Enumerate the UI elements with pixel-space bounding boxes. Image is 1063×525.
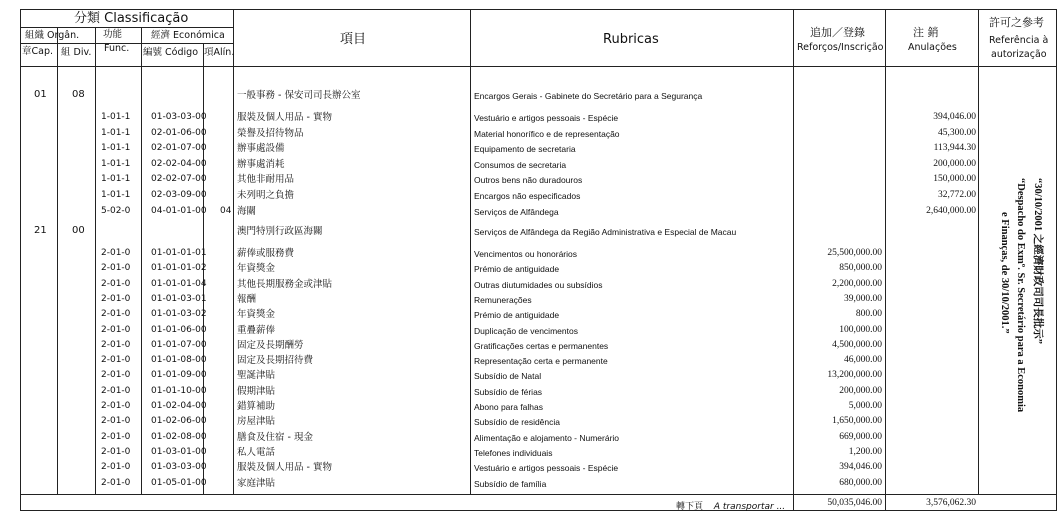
classification-cn: 分類 [74, 11, 101, 26]
reforco-cell: 800.00 [855, 309, 882, 320]
section-rubrica: Serviços de Alfândega da Região Administrativa e Especial de Macau [474, 227, 737, 237]
authorization-line-2: “Despacho do Exmº. Sr. Secretário para a Economia [1015, 178, 1026, 413]
anulacao-cell: 113,944.30 [933, 143, 976, 154]
reforco-cell: 1,200.00 [848, 446, 882, 457]
func-cell: 2-01-0 [101, 431, 131, 442]
transport-label [676, 499, 785, 512]
rubrica-cell: Abono para falhas [474, 402, 543, 412]
reforco-cell: 25,500,000.00 [827, 248, 882, 258]
authorization-line-1: “30/10/2001 之經濟財政司司長批示” [1032, 178, 1043, 344]
func-cell: 2-01-0 [101, 477, 131, 488]
item-cn-cell: 膳食及住宿 - 現金 [237, 431, 313, 443]
total-anulacoes: 3,576,062.30 [926, 498, 976, 508]
func-cell: 2-01-0 [101, 416, 131, 427]
code-cell: 01-02-08-00 [151, 431, 207, 442]
rubrica-cell: Alimentação e alojamento - Numerário [474, 432, 620, 443]
reforco-cell: 46,000.00 [844, 355, 882, 366]
section-div: 00 [72, 225, 85, 236]
reforco-cell: 4,500,000.00 [832, 339, 882, 350]
rubrica-cell: Subsídio de residência [474, 417, 561, 428]
func-cell: 1-01-1 [101, 158, 131, 169]
section-cap: 21 [34, 225, 47, 236]
rubrica-cell: Prémio de antiguidade [474, 310, 560, 321]
code-cell: 04-01-01-00 [151, 205, 207, 216]
rubrica-cell: Duplicação de vencimentos [474, 325, 578, 336]
cap-pt: Cap. [31, 46, 54, 57]
cap-header [22, 47, 53, 57]
section-item-cn: 澳門特別行政區海關 [237, 226, 323, 237]
section-rubrica: Encargos Gerais - Gabinete do Secretário para a Segurança [474, 91, 703, 101]
item-cn-cell: 榮譽及招待物品 [237, 127, 304, 139]
item-cn-cell: 家庭津貼 [237, 477, 276, 489]
code-cell: 01-03-01-00 [151, 446, 207, 457]
func-cell: 2-01-0 [101, 355, 131, 366]
code-cell: 01-01-06-00 [151, 324, 207, 335]
reforco-cell: 680,000.00 [839, 477, 882, 488]
code-cell: 01-05-01-00 [151, 477, 207, 488]
item-cn-cell: 固定及長期酬勞 [237, 339, 304, 351]
code-cell: 01-01-10-00 [151, 385, 207, 396]
item-cn-cell: 房屋津貼 [237, 416, 276, 428]
classification-header [74, 12, 188, 25]
item-cn-cell: 未列明之負擔 [237, 190, 295, 201]
alin-header [204, 48, 234, 58]
func-cell: 2-01-0 [101, 248, 131, 258]
func-cell: 1-01-1 [101, 174, 131, 185]
cap-cn: 章 [22, 46, 32, 57]
func-cell: 2-01-0 [101, 278, 131, 289]
reforcos-pt: Reforços/Inscrição [797, 42, 884, 53]
func-cell: 2-01-0 [101, 263, 131, 274]
codigo-cn: 編號 [143, 47, 163, 58]
div-pt: Div. [73, 47, 92, 58]
code-cell: 01-01-03-02 [151, 309, 207, 320]
code-cell: 01-02-04-00 [151, 401, 207, 411]
anulacoes-pt: Anulações [908, 42, 957, 53]
reforco-cell: 394,046.00 [839, 462, 882, 473]
func-cell: 1-01-1 [101, 190, 131, 200]
func-cell: 2-01-0 [101, 446, 131, 457]
code-cell: 02-01-07-00 [151, 143, 207, 154]
code-cell: 01-03-03-00 [151, 112, 207, 122]
transport-cn: 轉下頁 [676, 502, 704, 512]
code-cell: 01-01-03-01 [151, 293, 207, 304]
codigo-pt: Código [165, 47, 199, 58]
item-cn-cell: 海關 [237, 205, 257, 217]
item-cn-cell: 年資獎金 [237, 263, 276, 275]
reforco-cell: 669,000.00 [839, 431, 882, 442]
organic-header [25, 31, 79, 41]
rubrica-cell: Serviços de Alfândega [474, 206, 559, 217]
reforco-cell: 5,000.00 [848, 401, 882, 411]
item-cn-cell: 服裝及個人用品 - 實物 [237, 462, 332, 474]
reforco-cell: 850,000.00 [839, 263, 882, 274]
func-cell: 2-01-0 [101, 309, 131, 320]
anulacao-cell: 150,000.00 [933, 174, 976, 185]
item-cn-cell: 聖誕津貼 [237, 370, 276, 382]
rubrica-cell: Encargos não especificados [474, 191, 581, 201]
code-cell: 01-01-01-01 [151, 248, 207, 258]
code-cell: 01-02-06-00 [151, 416, 207, 427]
item-cn-cell: 固定及長期招待費 [237, 355, 314, 367]
code-cell: 02-03-09-00 [151, 190, 207, 200]
rubrica-cell: Vestuário e artigos pessoais - Espécie [474, 113, 619, 123]
rubrica-cell: Vencimentos ou honorários [474, 249, 578, 259]
item-cn-cell: 其他長期服務金或津貼 [237, 278, 333, 290]
reforco-cell: 100,000.00 [839, 324, 882, 335]
ref-cn: 許可之參考 [989, 16, 1044, 29]
rubrica-cell: Gratificações certas e permanentes [474, 340, 609, 351]
ref-pt2: autorização [991, 49, 1047, 60]
rubrica-cell: Representação certa e permanente [474, 356, 608, 367]
item-cn-cell: 薪俸或服務費 [237, 248, 295, 259]
func-cell: 2-01-0 [101, 385, 131, 396]
rubrica-cell: Telefones individuais [474, 447, 553, 458]
classification-pt: Classificação [104, 11, 189, 26]
func-cell: 2-01-0 [101, 339, 131, 350]
code-cell: 02-02-07-00 [151, 174, 207, 185]
economic-header [151, 31, 225, 41]
rubrica-cell: Consumos de secretaria [474, 159, 567, 170]
anulacao-cell: 2,640,000.00 [926, 205, 976, 216]
item-cn-cell: 私人電話 [237, 446, 276, 458]
reforco-cell: 2,200,000.00 [832, 278, 882, 289]
rubrica-cell: Vestuário e artigos pessoais - Espécie [474, 463, 619, 474]
item-cn-cell: 辦事處消耗 [237, 158, 285, 170]
rubricas-header: Rubricas [603, 32, 659, 47]
item-header: 項目 [340, 32, 367, 47]
alin-pt: Alín. [213, 47, 235, 58]
code-cell: 02-02-04-00 [151, 158, 207, 169]
rubrica-cell: Subsídio de família [474, 478, 547, 489]
total-reforcos: 50,035,046.00 [827, 498, 882, 508]
func-cell: 5-02-0 [101, 205, 131, 216]
item-cn-cell: 其他非耐用品 [237, 174, 295, 186]
item-cn-cell: 錯算補助 [237, 401, 276, 412]
anulacao-cell: 394,046.00 [933, 112, 976, 122]
item-cn-cell: 辦事處設備 [237, 143, 285, 155]
rubrica-cell: Remunerações [474, 294, 532, 305]
div-header [61, 48, 91, 58]
economic-cn: 經濟 [151, 30, 171, 41]
organic-cn: 組織 [25, 30, 45, 41]
alin-cell: 04 [220, 205, 232, 216]
func-cell: 1-01-1 [101, 112, 131, 122]
reforco-cell: 13,200,000.00 [827, 370, 882, 381]
rubrica-cell: Prémio de antiguidade [474, 264, 560, 275]
item-cn-cell: 報酬 [237, 293, 257, 305]
rubrica-cell: Equipamento de secretaria [474, 144, 576, 155]
func-cell: 2-01-0 [101, 324, 131, 335]
anulacoes-cn: 注 銷 [913, 26, 939, 39]
rubrica-cell: Outros bens não duradouros [474, 175, 583, 186]
rubrica-cell: Subsídio de férias [474, 386, 543, 397]
func-cell: 2-01-0 [101, 462, 131, 473]
item-cn-cell: 假期津貼 [237, 385, 276, 397]
reforcos-cn: 追加／登錄 [810, 26, 865, 39]
code-cell: 01-01-01-02 [151, 263, 207, 274]
func-cell: 2-01-0 [101, 293, 131, 304]
rubrica-cell: Material honorífico e de representação [474, 128, 620, 139]
code-cell: 01-01-07-00 [151, 339, 207, 350]
section-div: 08 [72, 89, 85, 100]
economic-pt: Económica [173, 30, 225, 41]
reforco-cell: 39,000.00 [844, 293, 882, 304]
item-cn-cell: 服裝及個人用品 - 實物 [237, 112, 332, 123]
item-cn-cell: 重疊薪俸 [237, 324, 276, 336]
authorization-reference [980, 178, 1056, 418]
ref-pt1: Referência à [989, 35, 1049, 46]
alin-cn: 項 [204, 47, 214, 58]
code-cell: 01-03-03-00 [151, 462, 207, 473]
rubrica-cell: Subsídio de Natal [474, 371, 542, 382]
item-cn-cell: 年資獎金 [237, 309, 276, 321]
anulacao-cell: 45,300.00 [938, 127, 976, 138]
code-cell: 01-01-09-00 [151, 370, 207, 381]
codigo-header [143, 48, 198, 58]
reforco-cell: 200,000.00 [839, 385, 882, 396]
func-cell: 2-01-0 [101, 370, 131, 381]
func-cell: 1-01-1 [101, 127, 131, 138]
section-item-cn: 一般事務 - 保安司司長辦公室 [237, 90, 361, 101]
organic-pt: Orgân. [47, 30, 80, 41]
transport-pt: A transportar ... [713, 502, 786, 512]
func-cell: 1-01-1 [101, 143, 131, 154]
anulacao-cell: 32,772.00 [938, 190, 976, 200]
code-cell: 02-01-06-00 [151, 127, 207, 138]
section-cap: 01 [34, 89, 47, 100]
reforco-cell: 1,650,000.00 [832, 416, 882, 427]
code-cell: 01-01-08-00 [151, 355, 207, 366]
anulacao-cell: 200,000.00 [933, 158, 976, 169]
code-cell: 01-01-01-04 [151, 278, 207, 289]
rubrica-cell: Outras diutumidades ou subsídios [474, 279, 603, 290]
authorization-line-3: e Finanças, de 30/10/2001.” [999, 212, 1010, 334]
func-cell: 2-01-0 [101, 401, 131, 411]
functional-pt: Func. [104, 43, 130, 54]
div-cn: 組 [61, 47, 71, 58]
functional-cn: 功能 [103, 29, 123, 40]
